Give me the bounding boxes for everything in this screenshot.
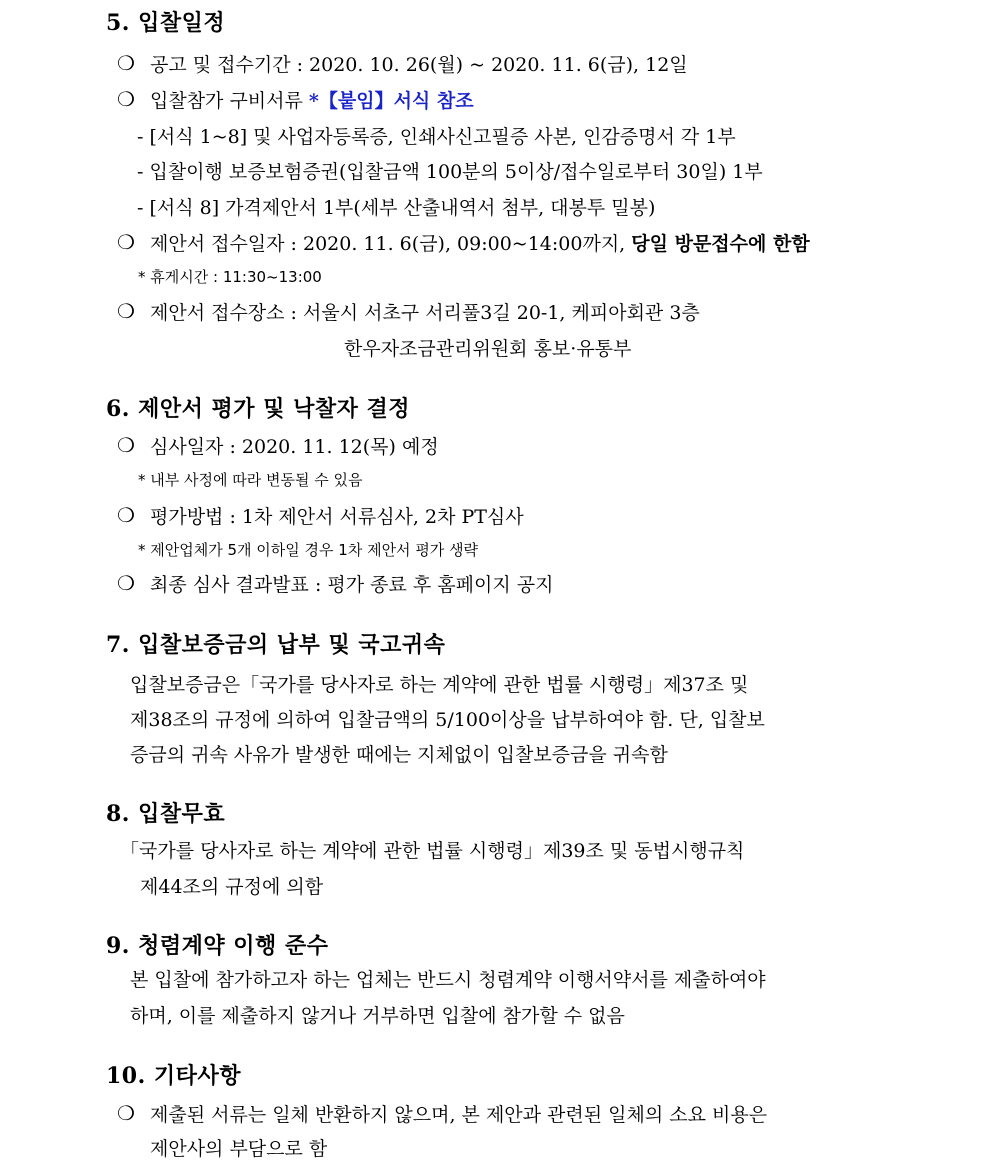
s5-location-line: 제안서 접수장소 : 서울시 서초구 서리풀3길 20-1, 케피아회관 3층	[150, 302, 700, 324]
section-5-heading: 5. 입찰일정	[106, 10, 226, 36]
s5-documents-line	[150, 86, 474, 113]
bullet-icon: ❍	[117, 87, 135, 111]
bullet-icon: ❍	[117, 230, 135, 254]
s5-documents-label: 입찰참가 구비서류	[150, 90, 309, 112]
bullet-icon: ❍	[117, 299, 135, 323]
s10-para-line-1: 제출된 서류는 일체 반환하지 않으며, 본 제안과 관련된 일체의 소요 비용은	[150, 1104, 768, 1126]
s7-para-line-1: 입찰보증금은「국가를 당사자로 하는 계약에 관한 법률 시행령」제37조 및	[130, 674, 749, 696]
section-10-heading: 10. 기타사항	[106, 1063, 241, 1089]
s8-para-line-2: 제44조의 규정에 의함	[140, 876, 324, 898]
s6-result: 최종 심사 결과발표 : 평가 종료 후 홈페이지 공지	[150, 574, 554, 596]
section-9-heading: 9. 청렴계약 이행 준수	[106, 933, 329, 959]
s7-para-line-3: 증금의 귀속 사유가 발생한 때에는 지체없이 입찰보증금을 귀속함	[130, 744, 668, 766]
bullet-icon: ❍	[117, 51, 135, 75]
bullet-icon: ❍	[117, 433, 135, 457]
s5-break-note: * 휴게시간 : 11:30~13:00	[138, 268, 322, 286]
s5-visit-only: 당일 방문접수에 한함	[631, 233, 810, 255]
s5-doc-item-3: - [서식 8] 가격제안서 1부(세부 산출내역서 첨부, 대봉투 밀봉)	[137, 197, 656, 219]
s5-submission-date: 제안서 접수일자 : 2020. 11. 6(금), 09:00~14:00까지,	[150, 233, 632, 255]
s5-submission-date-line	[150, 229, 810, 256]
s7-para-line-2: 제38조의 규정에 의하여 입찰금액의 5/100이상을 납부하여야 함. 단, 입찰보	[130, 709, 765, 731]
section-8-heading: 8. 입찰무효	[106, 801, 226, 827]
s6-review-date: 심사일자 : 2020. 11. 12(목) 예정	[150, 436, 439, 458]
s5-doc-item-1: - [서식 1~8] 및 사업자등록증, 인쇄사신고필증 사본, 인감증명서 각 1부	[137, 126, 736, 148]
bullet-icon: ❍	[117, 503, 135, 527]
s9-para-line-1: 본 입찰에 참가하고자 하는 업체는 반드시 청렴계약 이행서약서를 제출하여야	[130, 969, 766, 991]
s5-doc-item-2: - 입찰이행 보증보험증권(입찰금액 100분의 5이상/접수일로부터 30일) 1부	[137, 161, 763, 183]
s5-period-line: 공고 및 접수기간 : 2020. 10. 26(월) ~ 2020. 11. 6(금), 12일	[150, 54, 688, 76]
s8-para-line-1: 「국가를 당사자로 하는 계약에 관한 법률 시행령」제39조 및 동법시행규칙	[120, 840, 745, 862]
section-6-heading: 6. 제안서 평가 및 낙찰자 결정	[106, 396, 411, 422]
s5-location-dept: 한우자조금관리위원회 홍보·유통부	[344, 338, 632, 360]
s6-note-2: * 제안업체가 5개 이하일 경우 1차 제안서 평가 생략	[138, 541, 479, 559]
s9-para-line-2: 하며, 이를 제출하지 않거나 거부하면 입찰에 참가할 수 없음	[130, 1005, 625, 1027]
bullet-icon: ❍	[117, 571, 135, 595]
s10-para-line-2: 제안사의 부담으로 함	[150, 1138, 328, 1160]
bullet-icon: ❍	[117, 1101, 135, 1125]
s6-note-1: * 내부 사정에 따라 변동될 수 있음	[138, 471, 363, 489]
s6-method: 평가방법 : 1차 제안서 서류심사, 2차 PT심사	[150, 506, 524, 528]
attachment-reference: *【붙임】서식 참조	[308, 90, 474, 112]
section-7-heading: 7. 입찰보증금의 납부 및 국고귀속	[106, 632, 446, 658]
